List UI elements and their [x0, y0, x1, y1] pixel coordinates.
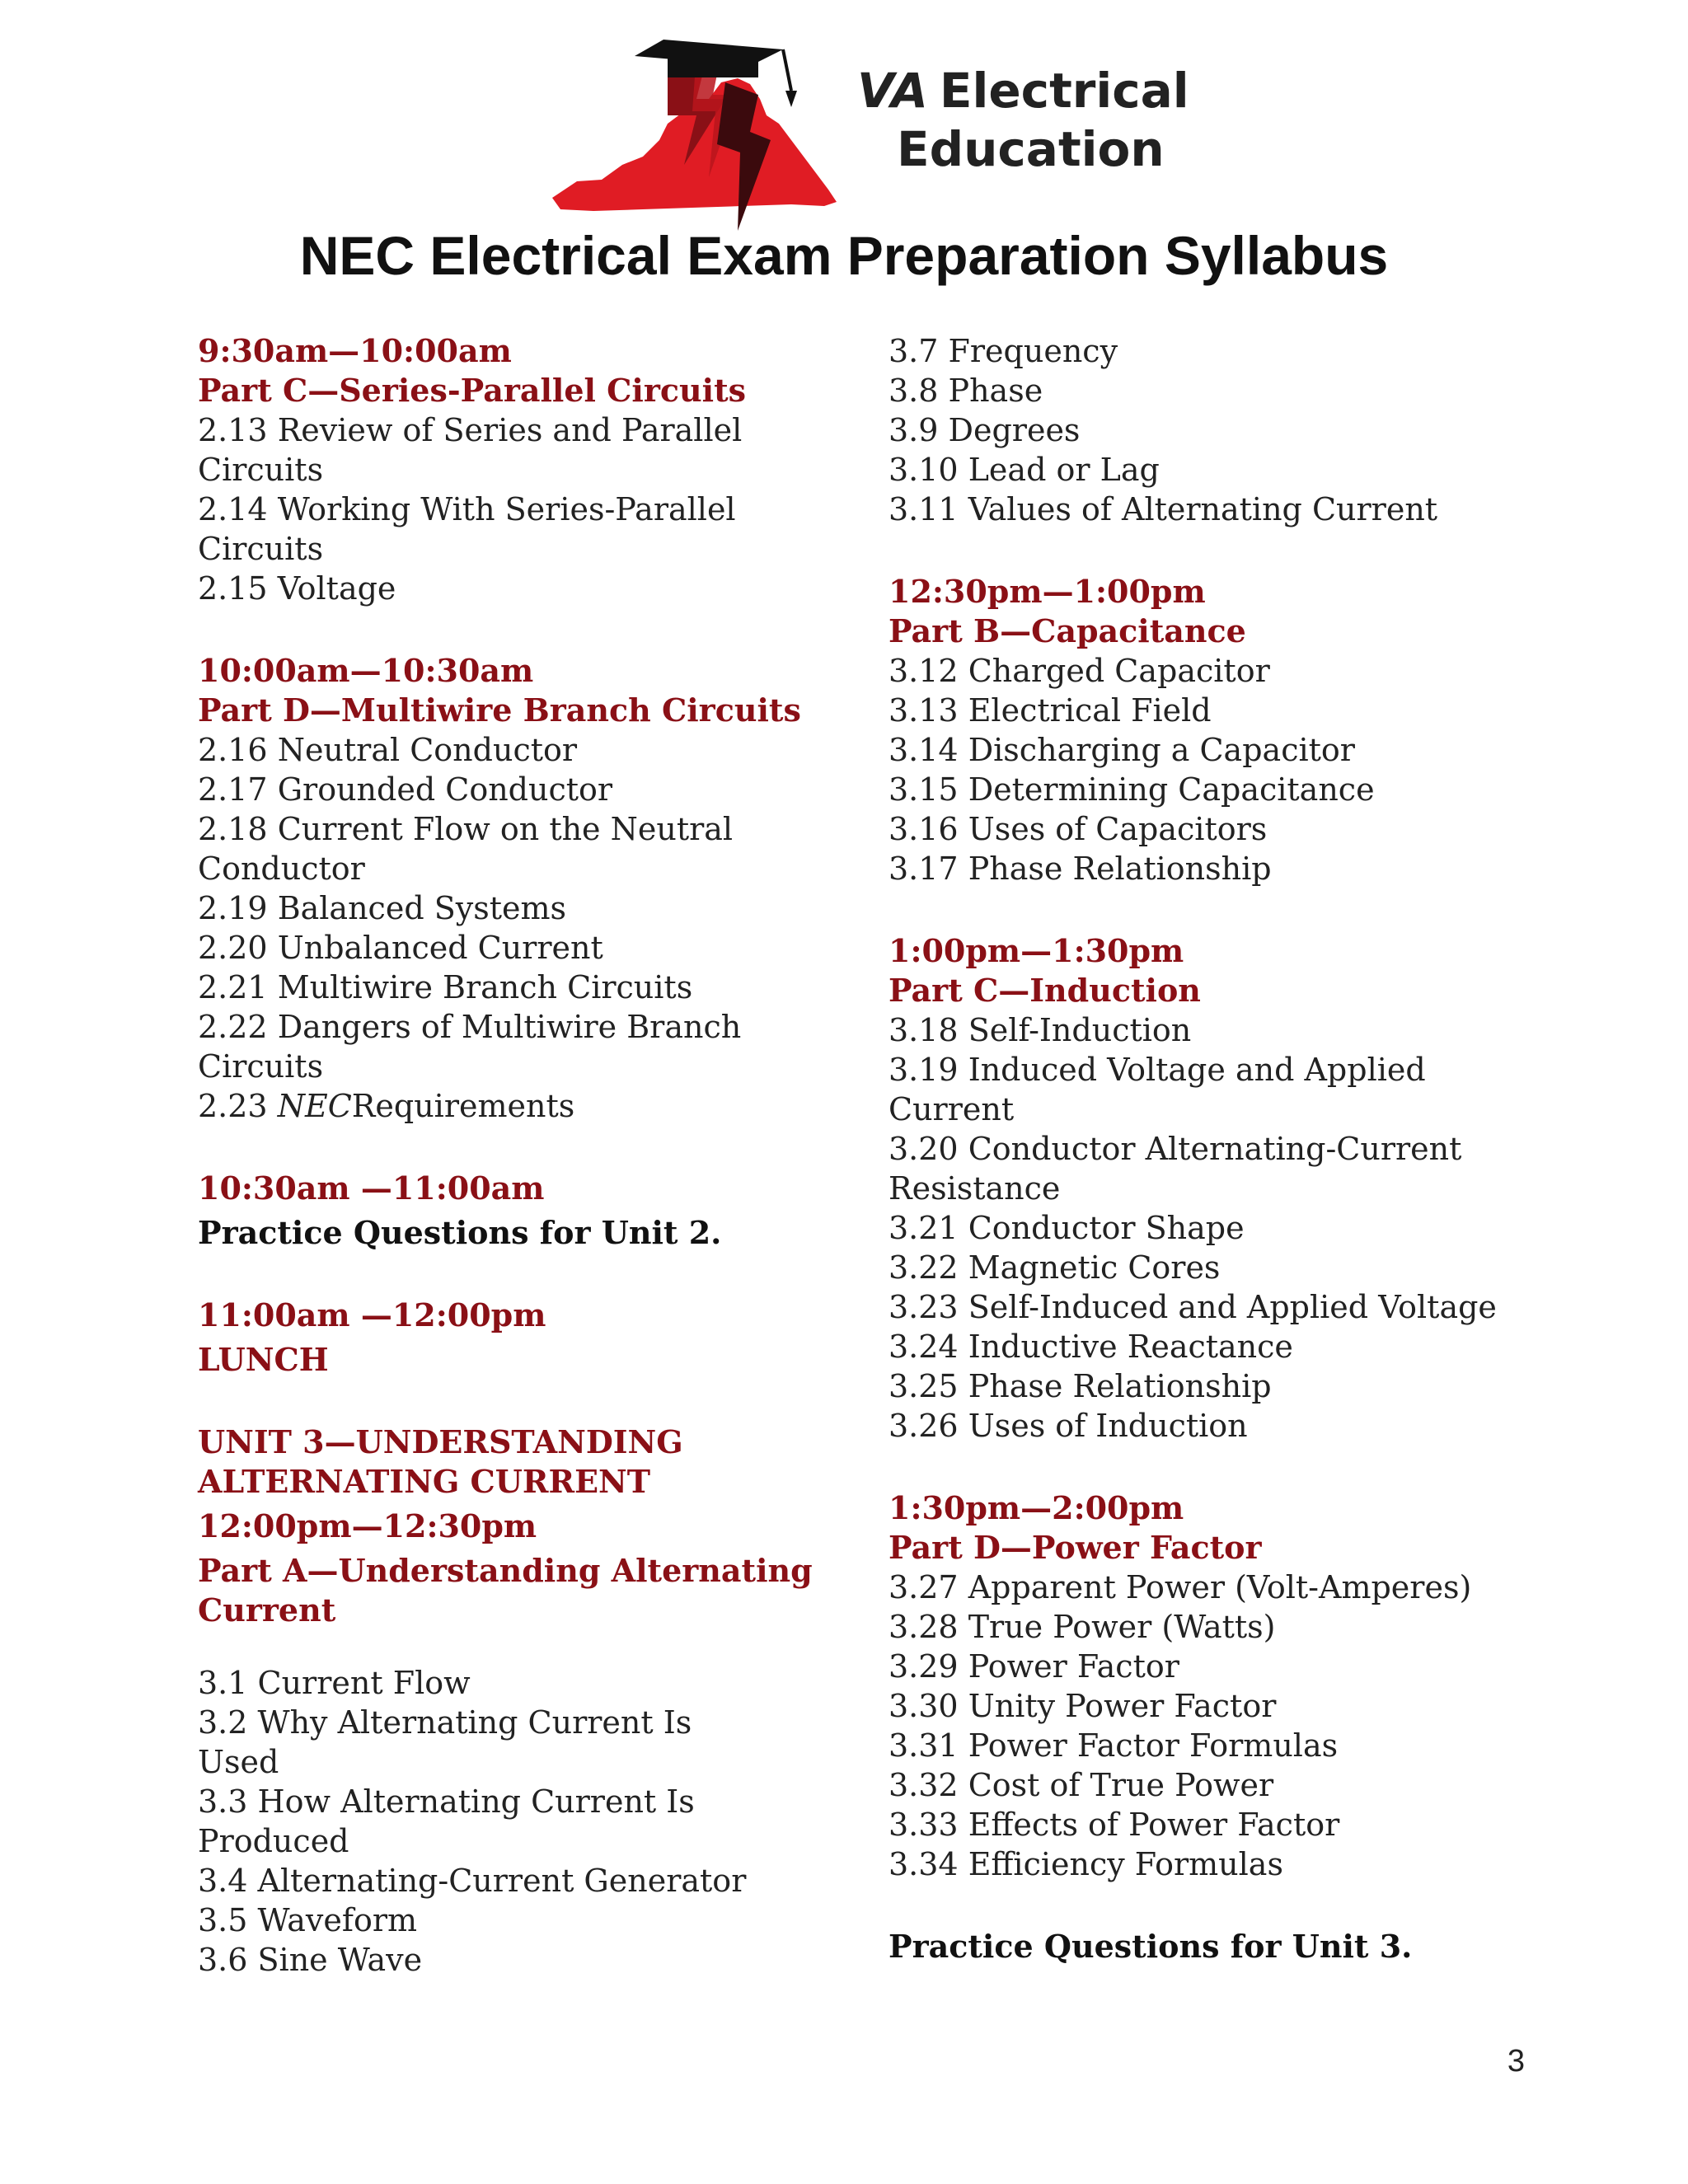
list-item: Current [889, 1091, 1015, 1127]
section-time: 12:30pm—1:00pm [889, 573, 1206, 610]
list-item: 3.21 Conductor Shape [889, 1210, 1245, 1246]
page-title: NEC Electrical Exam Preparation Syllabus [299, 225, 1389, 286]
list-item: Used [198, 1744, 279, 1780]
section-series-parallel [198, 331, 849, 608]
list-item: 3.24 Inductive Reactance [889, 1329, 1293, 1365]
list-item: 3.18 Self-Induction [889, 1012, 1192, 1048]
list-item: 3.25 Phase Relationship [889, 1368, 1272, 1404]
list-item: 3.20 Conductor Alternating-Current [889, 1131, 1462, 1167]
list-item: 2.19 Balanced Systems [198, 890, 567, 926]
unit-heading: UNIT 3—UNDERSTANDING [198, 1423, 683, 1460]
list-item: 3.17 Phase Relationship [889, 851, 1272, 887]
list-item: 3.19 Induced Voltage and Applied [889, 1052, 1426, 1088]
list-item: 2.13 Review of Series and Parallel [198, 412, 743, 448]
list-item: Conductor [198, 851, 365, 887]
section-lunch [198, 1296, 849, 1380]
list-item: 3.30 Unity Power Factor [889, 1688, 1277, 1724]
section-time: 9:30am—10:00am [198, 332, 512, 369]
list-item: 3.15 Determining Capacitance [889, 771, 1375, 808]
list-item: 3.33 Effects of Power Factor [889, 1807, 1340, 1843]
section-ac-continued [889, 331, 1597, 529]
section-practice-unit2 [198, 1169, 849, 1253]
list-item: 3.29 Power Factor [889, 1648, 1179, 1685]
list-item: 3.5 Waveform [198, 1902, 418, 1938]
brand-va: VA [857, 63, 928, 119]
section-time: 10:30am —11:00am [198, 1169, 545, 1207]
brand-line2: Education [897, 120, 1165, 177]
section-power-factor [889, 1488, 1597, 1884]
virginia-bolt-icon [544, 33, 857, 239]
section-heading: Part D—Power Factor [889, 1529, 1262, 1566]
list-item: 3.6 Sine Wave [198, 1942, 423, 1978]
section-heading: Part D—Multiwire Branch Circuits [198, 691, 801, 729]
practice-heading: Practice Questions for Unit 2. [198, 1214, 722, 1251]
list-item: 2.22 Dangers of Multiwire Branch [198, 1009, 742, 1045]
list-item: 3.28 True Power (Watts) [889, 1609, 1276, 1645]
list-item: 3.34 Efficiency Formulas [889, 1846, 1283, 1882]
list-item: 3.2 Why Alternating Current Is [198, 1704, 692, 1741]
list-item: 3.31 Power Factor Formulas [889, 1727, 1339, 1764]
page-number: 3 [1507, 2044, 1525, 2079]
section-induction [889, 931, 1597, 1446]
section-multiwire [198, 651, 849, 1126]
list-item: 3.12 Charged Capacitor [889, 653, 1270, 689]
nec-italic: NEC [277, 1088, 352, 1124]
unit-heading: ALTERNATING CURRENT [198, 1463, 651, 1500]
section-capacitance [889, 572, 1597, 888]
section-time: 12:00pm—12:30pm [198, 1507, 537, 1544]
section-heading: Current [198, 1591, 336, 1629]
lunch-label: LUNCH [198, 1341, 329, 1378]
list-item: Resistance [889, 1170, 1061, 1207]
list-item: 2.18 Current Flow on the Neutral [198, 811, 734, 847]
section-unit3 [198, 1422, 849, 1980]
list-item: 3.10 Lead or Lag [889, 452, 1160, 488]
list-item: 3.13 Electrical Field [889, 692, 1212, 729]
logo [544, 33, 1187, 239]
list-item: 3.23 Self-Induced and Applied Voltage [889, 1289, 1497, 1325]
list-item [198, 1086, 849, 1126]
list-item: 2.14 Working With Series-Parallel [198, 491, 736, 527]
right-column [889, 331, 1597, 2009]
list-item: 3.1 Current Flow [198, 1665, 471, 1701]
section-heading: Part C—Induction [889, 972, 1201, 1009]
list-item: 3.22 Magnetic Cores [889, 1249, 1221, 1286]
brand-line1: Electrical [939, 63, 1189, 119]
item-prefix: 2.23 [198, 1088, 278, 1124]
list-item: 2.17 Grounded Conductor [198, 771, 613, 808]
list-item: 3.14 Discharging a Capacitor [889, 732, 1355, 768]
item-suffix: Requirements [351, 1088, 575, 1124]
practice-heading: Practice Questions for Unit 3. [889, 1928, 1413, 1965]
list-item: 3.27 Apparent Power (Volt-Amperes) [889, 1569, 1472, 1605]
list-item: 3.32 Cost of True Power [889, 1767, 1274, 1803]
section-time: 1:00pm—1:30pm [889, 932, 1184, 969]
list-item: 3.9 Degrees [889, 412, 1081, 448]
list-item: Circuits [198, 452, 324, 488]
section-time: 1:30pm—2:00pm [889, 1489, 1184, 1526]
list-item: 3.11 Values of Alternating Current [889, 491, 1438, 527]
section-practice-unit3 [889, 1927, 1597, 1966]
left-column [198, 331, 849, 2022]
brand-name [857, 63, 1189, 177]
list-item: 2.20 Unbalanced Current [198, 930, 603, 966]
section-heading: Part C—Series-Parallel Circuits [198, 372, 747, 409]
list-item: 3.16 Uses of Capacitors [889, 811, 1268, 847]
list-item: 2.15 Voltage [198, 570, 396, 607]
section-time: 10:00am—10:30am [198, 652, 534, 689]
list-item: 3.7 Frequency [889, 333, 1118, 369]
list-item: 3.3 How Alternating Current Is Produced [198, 1783, 695, 1859]
list-item: 3.26 Uses of Induction [889, 1408, 1248, 1444]
list-item: 2.21 Multiwire Branch Circuits [198, 969, 693, 1005]
list-item: 3.4 Alternating-Current Generator [198, 1863, 747, 1899]
list-item: 3.8 Phase [889, 373, 1043, 409]
list-item: Circuits [198, 531, 324, 567]
list-item: 2.16 Neutral Conductor [198, 732, 578, 768]
section-time: 11:00am —12:00pm [198, 1296, 546, 1333]
list-item: Circuits [198, 1048, 324, 1085]
section-heading: Part B—Capacitance [889, 612, 1246, 649]
section-heading: Part A—Understanding Alternating [198, 1552, 813, 1589]
